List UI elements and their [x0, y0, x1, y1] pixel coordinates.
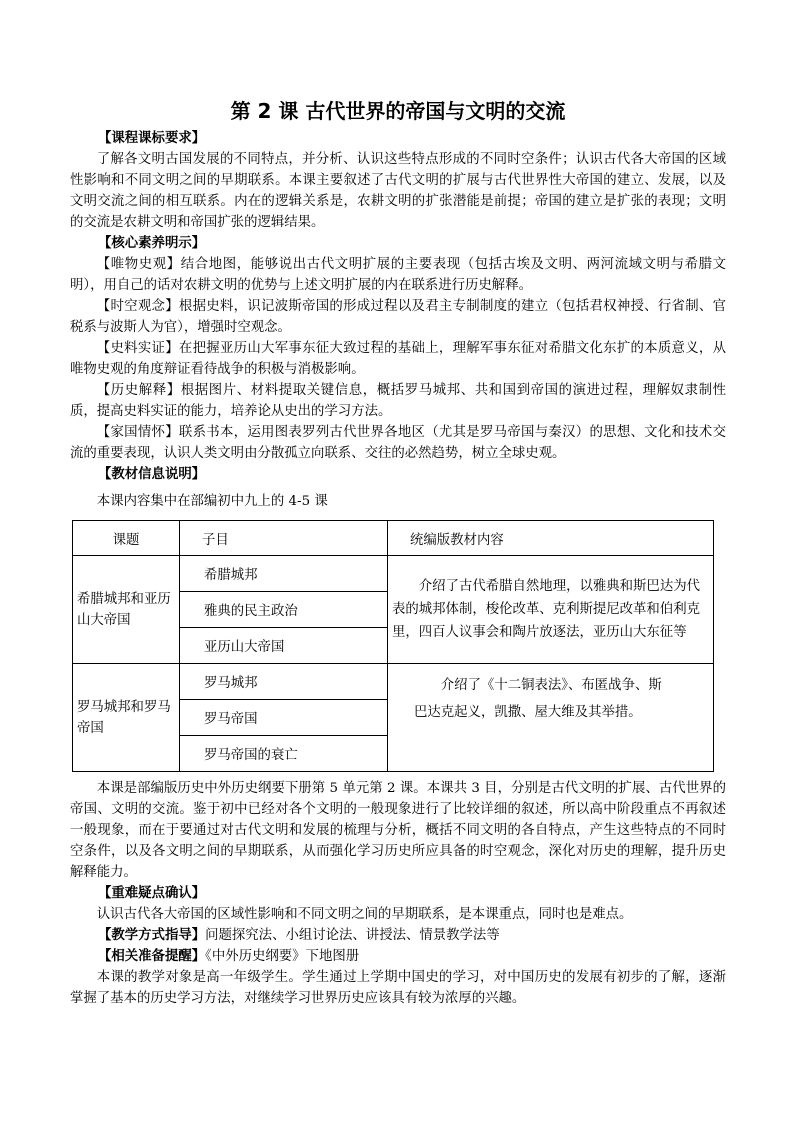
table-cell-topic: 罗马城邦和罗马帝国: [73, 664, 180, 772]
document-page: [70, 98, 726, 1009]
literacy-text: 联系书本，运用图表罗列古代世界各地区（尤其是罗马帝国与秦汉）的思想、文化和技术交流的重要表现，认识人类文明由分散孤立向联系、交往的必然趋势，树立全球史观。: [70, 425, 726, 461]
table-cell-sub: 亚历山大帝国: [180, 628, 388, 664]
table-cell-sub: 希腊城邦: [180, 556, 388, 592]
literacy-item: [70, 296, 726, 338]
difficulty-text: 认识古代各大帝国的区域性影响和不同文明之间的早期联系，是本课重点，同时也是难点。: [96, 907, 633, 922]
table-header-topic: 课题: [73, 521, 180, 556]
table-cell-topic: 希腊城邦和亚历山大帝国: [73, 556, 180, 664]
curriculum-text: 了解各文明古国发展的不同特点，并分析、认识这些特点形成的不同时空条件；认识古代各大帝国的区域性影响和不同文明之间的早期联系。本课主要叙述了古代文明的扩展与古代世界性大帝国的建立、发展，以及文明交流之间的相互联系。内在的逻辑关系是，农耕文明的扩张潜能是前提；帝国的建立是扩张的表现；文明的交流是农耕文明和帝国扩张的逻辑结果。: [70, 152, 726, 230]
table-cell-sub: 罗马城邦: [180, 664, 388, 700]
textbook-intro: 本课内容集中在部编初中九上的 4-5 课: [96, 494, 328, 509]
literacy-item: [70, 380, 726, 422]
table-header-content: 统编版教材内容: [388, 521, 714, 556]
literacy-text: 在把握亚历山大军事东征大致过程的基础上，理解军事东征对希腊文化东扩的本质意义，从唯物史观的角度辩证看待战争的积极与消极影响。: [70, 341, 726, 377]
literacy-label: 【历史解释】: [96, 383, 181, 398]
literacy-text: 结合地图，能够说出古代文明扩展的主要表现（包括古埃及文明、两河流域文明与希腊文明），用自己的话对农耕文明的优势与上述文明扩展的内在联系进行历史解释。: [70, 257, 727, 293]
students-text: 本课的教学对象是高一年级学生。学生通过上学期中国史的学习，对中国历史的发展有初步的了解，逐渐掌握了基本的历史学习方法，对继续学习世界历史应该具有较为浓厚的兴趣。: [70, 970, 726, 1006]
literacy-item: [70, 254, 726, 296]
literacy-label: 【家国情怀】: [96, 425, 179, 440]
literacy-label: 【时空观念】: [96, 299, 179, 314]
table-cell-content: [388, 664, 714, 772]
method-line: [70, 925, 726, 946]
literacy-text: 根据史料，识记波斯帝国的形成过程以及君主专制制度的建立（包括君权神授、行省制、官税系与波斯人为官），增强时空观念。: [70, 299, 726, 335]
table-cell-sub: 罗马帝国: [180, 700, 388, 736]
table-content-text: 介绍了古代希腊自然地理，以雅典和斯巴达为代表的城邦体制，梭伦改革、克利斯提尼改革和伯利克里，四百人议事会和陶片放逐法，亚历山大东征等: [392, 579, 700, 640]
table-row: [73, 664, 714, 700]
table-cell-content: [388, 556, 714, 664]
table-row: [73, 556, 714, 592]
table-content-text: 介绍了《十二铜表法》、布匿战争、斯巴达克起义，凯撒、屋大维及其举措。: [414, 678, 662, 720]
textbook-table: [72, 520, 714, 772]
method-heading: 【教学方式指导】: [98, 928, 206, 943]
literacy-label: 【唯物史观】: [96, 257, 181, 272]
page-title: 第 2 课 古代世界的帝国与文明的交流: [230, 99, 566, 123]
prep-heading: 【相关准备提醒】: [98, 949, 206, 964]
table-header-sub: 子目: [180, 521, 388, 556]
prep-text: 《中外历史纲要》下地图册: [205, 949, 360, 964]
prep-line: [70, 946, 726, 967]
table-cell-sub: 雅典的民主政治: [180, 592, 388, 628]
literacy-item: [70, 338, 726, 380]
literacy-text: 根据图片、材料提取关键信息，概括罗马城邦、共和国到帝国的演进过程，理解奴隶制性质，提高史料实证的能力，培养论从史出的学习方法。: [70, 383, 727, 419]
textbook-heading: 【教材信息说明】: [98, 467, 206, 482]
literacy-label: 【史料实证】: [96, 341, 179, 356]
lesson-text: 本课是部编版历史中外历史纲要下册第 5 单元第 2 课。本课共 3 目，分别是古代文明的扩展、古代世界的帝国、文明的交流。鉴于初中已经对各个文明的一般现象进行了比较详细的叙述，所以高中阶段重点不再叙述一般现象，而在于要通过对古代文明和发展的梳理与分析，概括不同文明的各自特点，产生这些特点的不同时空条件，以及各文明之间的早期联系，从而强化学习历史所应具备的时空观念，深化对历史的理解，提升历史解释能力。: [70, 781, 726, 880]
literacy-item: [70, 422, 726, 464]
difficulty-heading: 【重难疑点确认】: [98, 886, 206, 901]
table-header-row: [73, 521, 714, 556]
literacy-heading: 【核心素养明示】: [98, 236, 206, 251]
method-text: 问题探究法、小组讨论法、讲授法、情景教学法等: [205, 928, 500, 943]
curriculum-heading: 【课程课标要求】: [98, 131, 206, 146]
table-cell-sub: 罗马帝国的衰亡: [180, 736, 388, 772]
